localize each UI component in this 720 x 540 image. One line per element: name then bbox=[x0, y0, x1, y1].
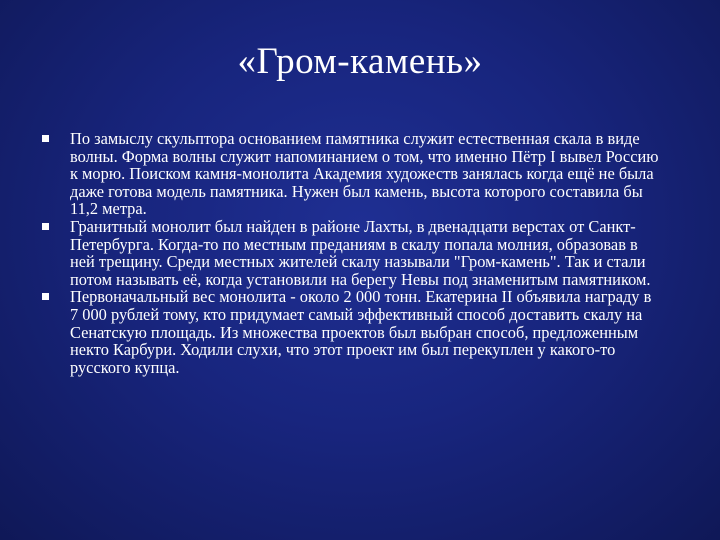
square-bullet-icon bbox=[42, 293, 49, 300]
bullet-list bbox=[42, 130, 662, 376]
bullet-item-3 bbox=[42, 288, 662, 376]
bullet-text-3: Первоначальный вес монолита - около 2 000 тонн. Екатерина II объявила награду в 7 000 рублей тому, кто придумает самый эффективный способ доставить скалу на Сенатскую площадь. Из множества проектов был выбран способ, предложенным некто Карбури. Ходили слухи, что этот проект им был перекуплен у какого-то русского купца. bbox=[70, 287, 652, 377]
bullet-item-2 bbox=[42, 218, 662, 288]
square-bullet-icon bbox=[42, 223, 49, 230]
square-bullet-icon bbox=[42, 135, 49, 142]
bullet-item-1 bbox=[42, 130, 662, 218]
slide-title: «Гром-камень» bbox=[237, 41, 483, 82]
bullet-text-1: По замыслу скульптора основанием памятника служит естественная скала в виде волны. Форма волны служит напоминанием о том, что именно Пётр I вывел Россию к морю. Поиском камня-монолита Академия художеств занялась когда ещё не была даже готова модель памятника. Нужен был камень, высота которого составила бы 11,2 метра. bbox=[70, 129, 659, 219]
bullet-text-2: Гранитный монолит был найден в районе Лахты, в двенадцати верстах от Санкт-Петербурга. Когда-то по местным преданиям в скалу попала молния, образовав в ней трещину. Среди местных жителей скалу называли "Гром-камень". Так и стали потом называть её, когда установили на берегу Невы под знаменитым памятником. bbox=[70, 216, 651, 289]
